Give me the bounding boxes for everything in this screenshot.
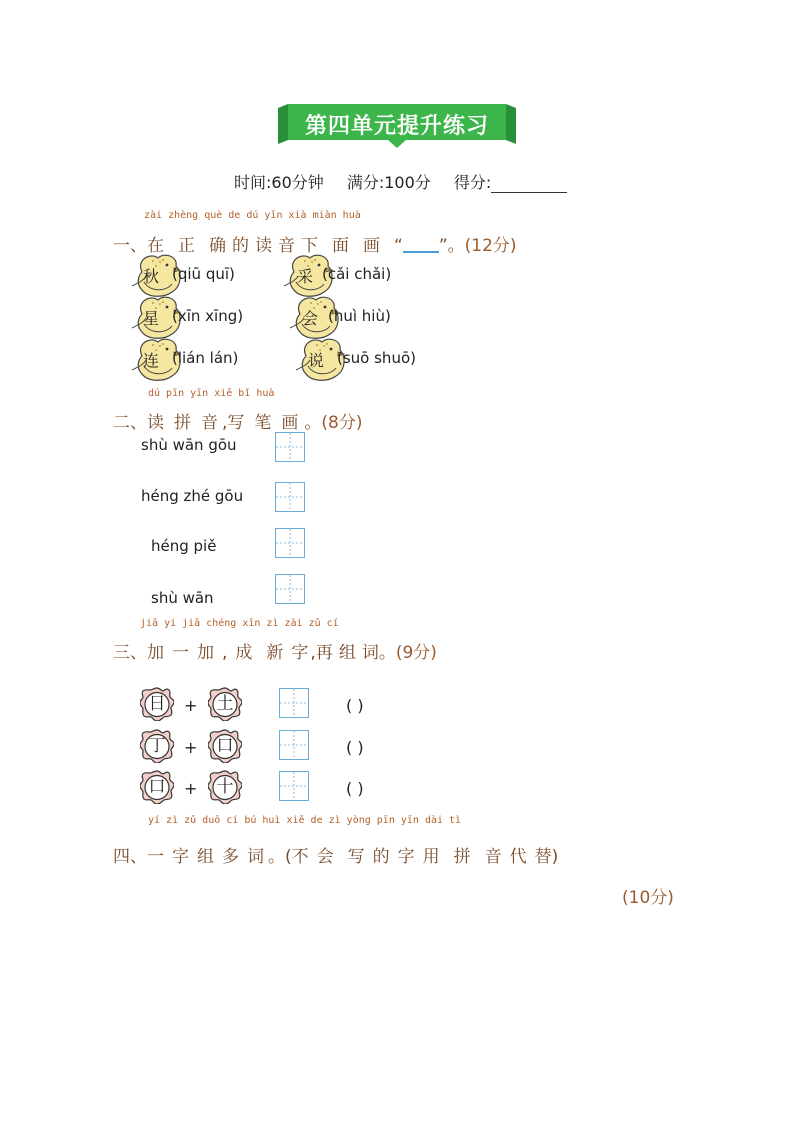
plus-sign: + xyxy=(184,696,198,715)
component-char: 口 xyxy=(148,777,166,797)
word-blank[interactable]: ( ) xyxy=(346,779,364,798)
exam-info xyxy=(234,170,603,193)
component-char: 土 xyxy=(216,694,234,714)
item-options[interactable]: (suō shuō) xyxy=(337,349,416,367)
section4-pinyin: yí zì zǔ duō cí bú huì xiě de zì yòng pīn yīn dài tì xyxy=(148,815,462,826)
section4-question: 四、一 字 组 多 词 。(不 会 写 的 字 用 拼 音 代 替) xyxy=(113,847,559,867)
score-label: 得分: xyxy=(454,173,585,192)
word-blank[interactable]: ( ) xyxy=(346,696,364,715)
item-char: 秋 xyxy=(143,267,160,286)
stroke-pinyin: héng piě xyxy=(151,537,217,555)
component-char: 口 xyxy=(216,736,234,756)
stroke-pinyin: shù wān xyxy=(151,589,214,607)
answer-box[interactable] xyxy=(279,771,309,801)
word-blank[interactable]: ( ) xyxy=(346,738,364,757)
page-title: 第四单元提升练习 xyxy=(304,114,489,139)
section3-question: 三、加 一 加 , 成 新 字 ,再 组 词。(9分) xyxy=(113,643,437,663)
item-char: 说 xyxy=(308,351,325,370)
item-options[interactable]: (huì hiù) xyxy=(328,307,391,325)
writing-box[interactable] xyxy=(275,574,305,604)
stroke-pinyin: héng zhé gōu xyxy=(141,487,244,505)
item-options[interactable]: (xīn xīng) xyxy=(172,307,244,325)
underline-sample xyxy=(403,239,439,253)
item-options[interactable]: (qiū quī) xyxy=(172,265,235,283)
writing-box[interactable] xyxy=(275,528,305,558)
item-char: 星 xyxy=(143,309,160,328)
section1-question: 一、在 正 确 的 读 音 下 面 画 “ ”。(12分) xyxy=(113,236,517,256)
section2-question: 二、读 拼 音 ,写 笔 画 。(8分) xyxy=(113,413,363,433)
component-char: 十 xyxy=(216,777,234,797)
time-label: 时间:60分钟 xyxy=(234,173,324,192)
component-char: 日 xyxy=(148,694,166,714)
item-options[interactable]: (cǎi chǎi) xyxy=(322,265,392,283)
section3-pinyin: jiā yi jiā chéng xīn zì zài zǔ cí xyxy=(140,618,339,629)
item-char: 连 xyxy=(143,351,160,370)
section4-score: (10分) xyxy=(622,888,674,908)
plus-sign: + xyxy=(184,779,198,798)
item-char: 采 xyxy=(297,267,314,286)
component-char: 丁 xyxy=(148,736,166,756)
item-char: 会 xyxy=(302,309,319,328)
writing-box[interactable] xyxy=(275,482,305,512)
section2-pinyin: dú pīn yīn xiě bǐ huà xyxy=(148,388,275,399)
score-blank[interactable] xyxy=(491,178,567,193)
plus-sign: + xyxy=(184,738,198,757)
item-options[interactable]: (lián lán) xyxy=(172,349,239,367)
section1-pinyin: zài zhèng què de dú yīn xià miàn huà xyxy=(144,210,361,221)
answer-box[interactable] xyxy=(279,730,309,760)
answer-box[interactable] xyxy=(279,688,309,718)
full-score-label: 满分:100分 xyxy=(346,173,431,192)
writing-box[interactable] xyxy=(275,432,305,462)
stroke-pinyin: shù wān gōu xyxy=(141,436,237,454)
